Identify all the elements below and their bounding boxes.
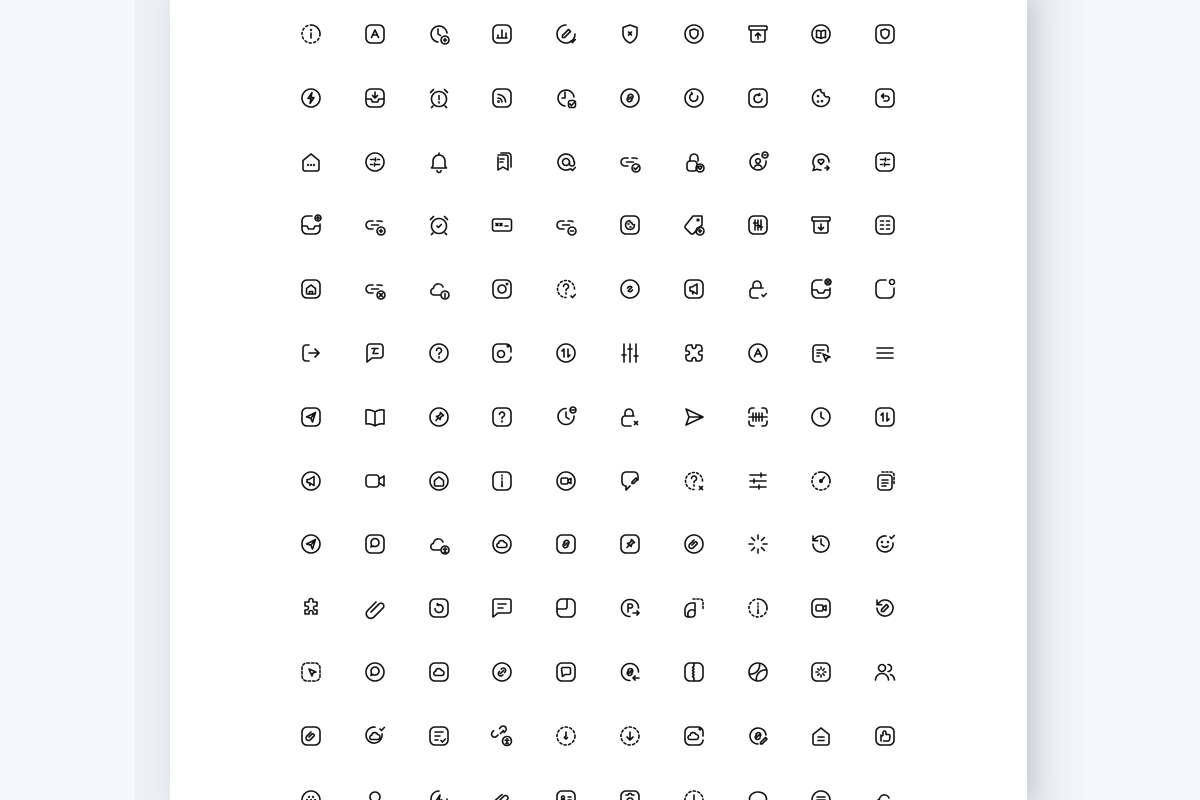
icon-cell[interactable] (472, 323, 532, 383)
cloud-heart-icon (873, 788, 897, 800)
download-circle-dashed-icon (618, 724, 642, 748)
barcode-scan-icon (746, 405, 770, 429)
home-square-icon (299, 277, 323, 301)
icon-cell[interactable] (664, 514, 724, 574)
icon-cell[interactable] (791, 259, 851, 319)
icon-cell[interactable] (409, 68, 469, 128)
icon-cell[interactable] (600, 323, 660, 383)
icon-cell[interactable] (728, 132, 788, 192)
history-icon (809, 532, 833, 556)
rotate-left-square-icon (427, 596, 451, 620)
icon-cell[interactable] (409, 642, 469, 702)
at-sign-icon (554, 150, 578, 174)
cloud-check-icon (363, 724, 387, 748)
help-x-icon (682, 469, 706, 493)
icon-cell[interactable] (728, 387, 788, 447)
link-circle-round-icon (490, 660, 514, 684)
book-circle-icon (809, 22, 833, 46)
camera-rotate-icon (490, 341, 514, 365)
icon-cell[interactable] (281, 387, 341, 447)
icon-cell[interactable] (345, 68, 405, 128)
icon-cell[interactable] (409, 514, 469, 574)
icon-cell[interactable] (345, 770, 405, 800)
toggle-circle-icon (363, 150, 387, 174)
list-square-icon (873, 213, 897, 237)
layout-square-icon (554, 596, 578, 620)
icon-cell[interactable] (600, 259, 660, 319)
icon-cell[interactable] (791, 323, 851, 383)
lock-x-icon (618, 405, 642, 429)
thumbs-up-square-icon (873, 724, 897, 748)
icon-cell[interactable] (791, 132, 851, 192)
icon-cell[interactable] (728, 4, 788, 64)
tag-plus-icon (682, 213, 706, 237)
icon-cell[interactable] (472, 195, 532, 255)
help-check-icon (554, 277, 578, 301)
bolt-badge-icon (427, 788, 451, 800)
icon-cell[interactable] (600, 770, 660, 800)
paperclip-icon (363, 596, 387, 620)
icon-cell[interactable] (728, 642, 788, 702)
notification-square-icon (873, 277, 897, 301)
document-pointer-icon (809, 341, 833, 365)
icon-cell[interactable] (409, 706, 469, 766)
icon-cell[interactable] (728, 578, 788, 638)
documents-dashed-icon (873, 469, 897, 493)
icon-cell[interactable] (600, 195, 660, 255)
heart-chat-icon (809, 150, 833, 174)
inbox-down-icon (363, 86, 387, 110)
icon-cell[interactable] (791, 770, 851, 800)
icon-cell[interactable] (791, 642, 851, 702)
icon-cell[interactable] (664, 642, 724, 702)
icon-cell[interactable] (345, 4, 405, 64)
icon-cell[interactable] (664, 387, 724, 447)
icon-cell[interactable] (472, 451, 532, 511)
icon-cell[interactable] (855, 259, 915, 319)
link-rotate-icon (618, 660, 642, 684)
icon-cell[interactable] (281, 259, 341, 319)
icon-cell[interactable] (855, 132, 915, 192)
chat-pen-icon (618, 469, 642, 493)
smile-check-icon (873, 532, 897, 556)
chat-bubble-icon (746, 788, 770, 800)
icon-cell[interactable] (791, 451, 851, 511)
send-square-icon (299, 405, 323, 429)
icon-cell[interactable] (664, 706, 724, 766)
book-open-icon (363, 405, 387, 429)
sliders-icon (618, 341, 642, 365)
icon-cell[interactable] (472, 132, 532, 192)
shield-square-icon (873, 22, 897, 46)
icon-cell[interactable] (600, 706, 660, 766)
icon-cell[interactable] (472, 642, 532, 702)
cloud-square-icon (427, 660, 451, 684)
inbox-x-icon (809, 277, 833, 301)
link-pen-icon (746, 724, 770, 748)
speedometer-icon (809, 469, 833, 493)
paperclip-square-icon (299, 724, 323, 748)
icon-cell[interactable] (409, 4, 469, 64)
icon-cell[interactable] (600, 451, 660, 511)
icon-cell[interactable] (728, 706, 788, 766)
icon-cell[interactable] (664, 259, 724, 319)
icon-cell[interactable] (728, 68, 788, 128)
icon-cell[interactable] (536, 770, 596, 800)
icon-cell[interactable] (536, 195, 596, 255)
transfer-square-icon (873, 405, 897, 429)
icon-cell[interactable] (791, 68, 851, 128)
alphabet-square-icon (363, 22, 387, 46)
info-dots-icon (746, 596, 770, 620)
chat-square-rounded-icon (554, 660, 578, 684)
icon-cell[interactable] (345, 323, 405, 383)
icon-cell[interactable] (728, 514, 788, 574)
icon-cell[interactable] (536, 706, 596, 766)
link-chain-icon (490, 788, 514, 800)
lock-check-icon (746, 277, 770, 301)
link-accessibility-icon (490, 724, 514, 748)
loading-square-icon (809, 660, 833, 684)
icon-cell[interactable] (409, 770, 469, 800)
icon-cell[interactable] (855, 770, 915, 800)
icon-cell[interactable] (536, 132, 596, 192)
chat-text-icon (363, 341, 387, 365)
icon-cell[interactable] (664, 4, 724, 64)
sliders-horizontal-icon (746, 469, 770, 493)
shapes-dashed-icon (682, 596, 706, 620)
refresh-circle-icon (682, 86, 706, 110)
icon-cell[interactable] (600, 514, 660, 574)
icon-cell[interactable] (472, 387, 532, 447)
send-circle-icon (299, 532, 323, 556)
icon-cell[interactable] (600, 132, 660, 192)
icon-cell[interactable] (855, 514, 915, 574)
icon-cell[interactable] (536, 514, 596, 574)
background-left (0, 0, 135, 800)
icon-cell[interactable] (855, 387, 915, 447)
link-minus-icon (554, 213, 578, 237)
icon-cell[interactable] (345, 514, 405, 574)
camera-square-icon (618, 788, 642, 800)
pencil-rotate-icon (873, 596, 897, 620)
icon-cell[interactable] (600, 4, 660, 64)
link-circle-alt-icon (618, 277, 642, 301)
megaphone-circle-icon (299, 469, 323, 493)
icon-cell[interactable] (664, 578, 724, 638)
icon-cell[interactable] (536, 259, 596, 319)
icon-cell[interactable] (472, 68, 532, 128)
background-right (1027, 0, 1200, 800)
cookie-square-icon (618, 213, 642, 237)
menu-icon (873, 341, 897, 365)
icon-cell[interactable] (281, 68, 341, 128)
icon-cell[interactable] (664, 770, 724, 800)
inbox-plus-icon (299, 213, 323, 237)
icon-cell[interactable] (791, 387, 851, 447)
ball-circle-icon (746, 660, 770, 684)
icon-cell[interactable] (728, 259, 788, 319)
background-frame-left (135, 0, 170, 800)
pointer-square-icon (299, 660, 323, 684)
icon-cell[interactable] (536, 68, 596, 128)
clock-dashed-icon (682, 788, 706, 800)
icon-cell[interactable] (728, 323, 788, 383)
chat-circle-icon (363, 660, 387, 684)
archive-down-icon (809, 213, 833, 237)
icon-cell[interactable] (600, 578, 660, 638)
link-circle-icon (618, 86, 642, 110)
parking-rotate-icon (618, 596, 642, 620)
icon-cell[interactable] (536, 578, 596, 638)
icon-cell[interactable] (791, 514, 851, 574)
sliders-vertical-icon (746, 213, 770, 237)
icon-cell[interactable] (345, 387, 405, 447)
cloud-info-icon (427, 277, 451, 301)
icon-cell[interactable] (409, 578, 469, 638)
icon-cell[interactable] (728, 451, 788, 511)
rotate-square-icon (746, 86, 770, 110)
info-circle-dashed-icon (554, 724, 578, 748)
icon-cell[interactable] (536, 323, 596, 383)
icon-cell[interactable] (791, 195, 851, 255)
cloud-accessibility-icon (427, 532, 451, 556)
instagram-icon (490, 277, 514, 301)
home-dots-icon (299, 150, 323, 174)
video-circle-icon (554, 469, 578, 493)
icon-cell[interactable] (409, 387, 469, 447)
help-circle-icon (427, 341, 451, 365)
clock-icon (809, 405, 833, 429)
icon-cell[interactable] (855, 68, 915, 128)
documents-icon (490, 150, 514, 174)
icon-cell[interactable] (728, 770, 788, 800)
link-x-icon (363, 277, 387, 301)
icon-cell[interactable] (281, 578, 341, 638)
icon-cell[interactable] (664, 132, 724, 192)
chart-square-icon (490, 22, 514, 46)
pin-icon (363, 788, 387, 800)
icon-cell[interactable] (472, 578, 532, 638)
password-icon (490, 213, 514, 237)
icon-cell[interactable] (855, 4, 915, 64)
loading-icon (746, 532, 770, 556)
link-check-icon (618, 150, 642, 174)
user-badge-icon (746, 150, 770, 174)
send-icon (682, 405, 706, 429)
sliders-square-icon (873, 150, 897, 174)
shield-circle-icon (682, 22, 706, 46)
icon-cell[interactable] (345, 259, 405, 319)
link-plus-icon (363, 213, 387, 237)
icon-cell[interactable] (664, 195, 724, 255)
note-check-icon (427, 724, 451, 748)
icon-cell[interactable] (791, 706, 851, 766)
icon-cell[interactable] (409, 259, 469, 319)
clock-badge-icon (554, 86, 578, 110)
icon-cell[interactable] (345, 451, 405, 511)
icon-cell[interactable] (409, 451, 469, 511)
info-circle-icon (299, 22, 323, 46)
icon-cell[interactable] (281, 451, 341, 511)
megaphone-square-icon (682, 277, 706, 301)
icon-cell[interactable] (345, 195, 405, 255)
shield-x-icon (618, 22, 642, 46)
archive-up-icon (746, 22, 770, 46)
home-lines-icon (809, 724, 833, 748)
icon-cell[interactable] (855, 451, 915, 511)
icon-cell[interactable] (855, 642, 915, 702)
icon-cell[interactable] (281, 706, 341, 766)
icon-cell[interactable] (728, 195, 788, 255)
icon-cell[interactable] (536, 387, 596, 447)
icon-cell[interactable] (409, 323, 469, 383)
chat-square-icon (363, 532, 387, 556)
icon-cell[interactable] (345, 132, 405, 192)
users-icon (873, 660, 897, 684)
logout-icon (299, 341, 323, 365)
puzzle-square-icon (682, 341, 706, 365)
icon-cell[interactable] (281, 195, 341, 255)
pencil-circle-icon (554, 22, 578, 46)
home-circle-icon (427, 469, 451, 493)
icon-cell[interactable] (664, 68, 724, 128)
icon-cell[interactable] (281, 4, 341, 64)
icon-cell[interactable] (664, 323, 724, 383)
menu-circle-icon (809, 788, 833, 800)
icon-cell[interactable] (536, 451, 596, 511)
icon-cell[interactable] (600, 387, 660, 447)
icon-cell[interactable] (536, 4, 596, 64)
alphabet-circle-icon (746, 341, 770, 365)
icon-cell[interactable] (409, 195, 469, 255)
icon-cell[interactable] (472, 706, 532, 766)
link-square-icon (554, 532, 578, 556)
paperclip-circle-icon (682, 532, 706, 556)
icon-cell[interactable] (600, 642, 660, 702)
icon-cell[interactable] (600, 68, 660, 128)
chat-lines-icon (490, 596, 514, 620)
video-square-icon (809, 596, 833, 620)
cloud-circle-icon (490, 532, 514, 556)
icon-cell[interactable] (855, 706, 915, 766)
icon-cell[interactable] (281, 770, 341, 800)
cloud-rotate-icon (682, 724, 706, 748)
zipper-square-icon (682, 660, 706, 684)
dots-circle-icon (299, 788, 323, 800)
icon-cell[interactable] (472, 770, 532, 800)
icon-cell[interactable] (536, 642, 596, 702)
video-icon (363, 469, 387, 493)
puzzle-icon (299, 596, 323, 620)
clock-minus-icon (554, 405, 578, 429)
icon-cell[interactable] (345, 578, 405, 638)
id-card-icon (554, 788, 578, 800)
icon-cell[interactable] (791, 578, 851, 638)
undo-square-icon (873, 86, 897, 110)
transfer-circle-icon (554, 341, 578, 365)
lock-heart-icon (682, 150, 706, 174)
icon-cell[interactable] (281, 514, 341, 574)
icon-cell[interactable] (345, 706, 405, 766)
icon-cell[interactable] (345, 642, 405, 702)
cookie-icon (809, 86, 833, 110)
icon-cell[interactable] (472, 514, 532, 574)
bolt-circle-icon (299, 86, 323, 110)
icon-cell[interactable] (855, 578, 915, 638)
help-square-icon (490, 405, 514, 429)
icon-sheet (170, 0, 1027, 800)
icon-cell[interactable] (281, 642, 341, 702)
icon-cell[interactable] (281, 323, 341, 383)
alarm-check-icon (427, 213, 451, 237)
icon-cell[interactable] (472, 4, 532, 64)
icon-cell[interactable] (855, 323, 915, 383)
clock-check-icon (427, 22, 451, 46)
icon-grid (281, 4, 915, 800)
pin-square-icon (618, 532, 642, 556)
bell-icon (427, 150, 451, 174)
rss-square-icon (490, 86, 514, 110)
info-square-icon (490, 469, 514, 493)
alarm-warning-icon (427, 86, 451, 110)
icon-cell[interactable] (409, 132, 469, 192)
icon-cell[interactable] (855, 195, 915, 255)
pin-circle-icon (427, 405, 451, 429)
icon-cell[interactable] (664, 451, 724, 511)
icon-cell[interactable] (281, 132, 341, 192)
icon-cell[interactable] (472, 259, 532, 319)
icon-cell[interactable] (791, 4, 851, 64)
